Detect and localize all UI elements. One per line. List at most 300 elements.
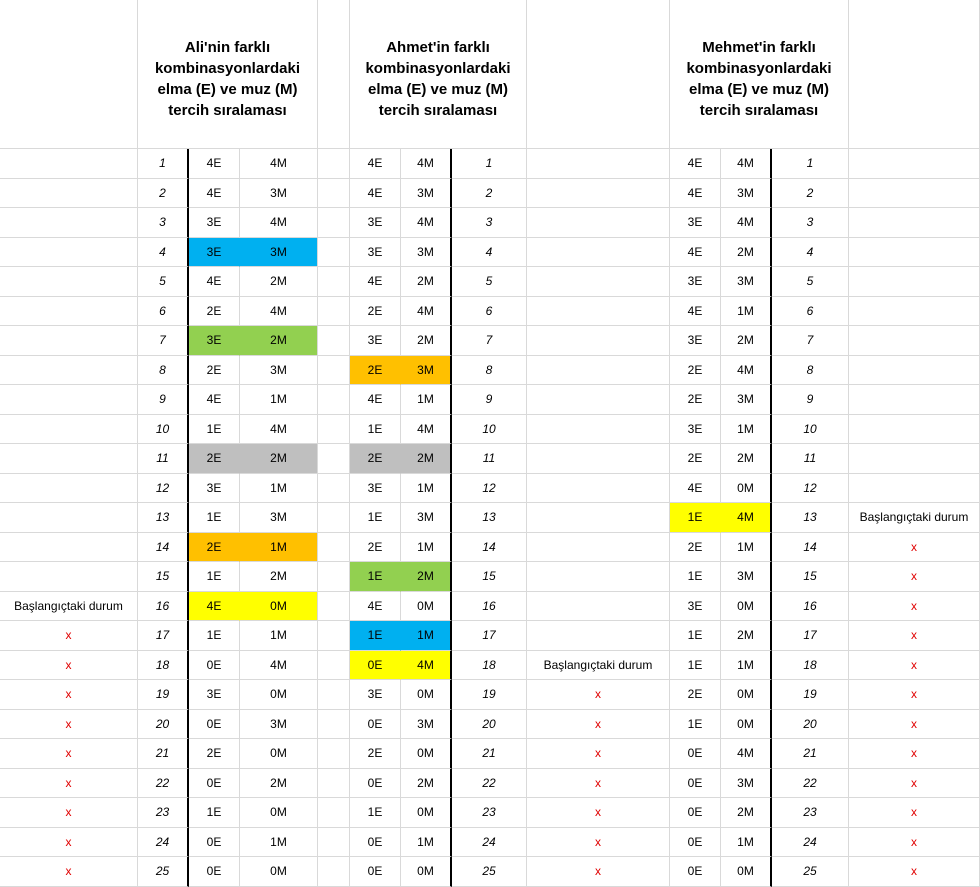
- ahmet-excluded-mark: x: [527, 739, 670, 769]
- ahmet-rank: 15: [452, 562, 527, 592]
- ali-status-cell: [0, 267, 138, 297]
- ali-status-cell: [0, 356, 138, 386]
- ahmet-rank: 23: [452, 798, 527, 828]
- ahmet-banana-count: 4M: [401, 651, 452, 681]
- ahmet-banana-count: 1M: [401, 828, 452, 858]
- ali-banana-count: 3M: [240, 503, 318, 533]
- ahmet-status-cell: [527, 562, 670, 592]
- ali-apple-count: 3E: [189, 326, 240, 356]
- mehmet-title: Mehmet'in farklı kombinasyonlardaki elma (E) ve muz (M) tercih sıralaması: [670, 0, 849, 149]
- mehmet-banana-count: 3M: [721, 769, 772, 799]
- ahmet-apple-count: 2E: [350, 739, 401, 769]
- mehmet-rank: 22: [772, 769, 849, 799]
- ali-apple-count: 0E: [189, 769, 240, 799]
- ahmet-status-cell: [527, 149, 670, 179]
- mehmet-status-cell: [849, 297, 980, 327]
- ali-banana-count: 2M: [240, 326, 318, 356]
- mehmet-rank: 3: [772, 208, 849, 238]
- mehmet-apple-count: 0E: [670, 798, 721, 828]
- mehmet-banana-count: 1M: [721, 297, 772, 327]
- spacer-cell: [318, 415, 350, 445]
- mehmet-apple-count: 3E: [670, 592, 721, 622]
- mehmet-banana-count: 4M: [721, 739, 772, 769]
- mehmet-status-cell: [849, 208, 980, 238]
- mehmet-rank: 25: [772, 857, 849, 887]
- mehmet-rank: 1: [772, 149, 849, 179]
- mehmet-banana-count: 2M: [721, 238, 772, 268]
- ali-banana-count: 3M: [240, 179, 318, 209]
- ali-status-cell: [0, 474, 138, 504]
- ahmet-rank: 6: [452, 297, 527, 327]
- ahmet-excluded-mark: x: [527, 828, 670, 858]
- mehmet-banana-count: 2M: [721, 621, 772, 651]
- spacer-cell: [318, 238, 350, 268]
- ahmet-rank: 14: [452, 533, 527, 563]
- mehmet-apple-count: 0E: [670, 769, 721, 799]
- ahmet-banana-count: 4M: [401, 149, 452, 179]
- ahmet-status-cell: [527, 326, 670, 356]
- ahmet-rank: 10: [452, 415, 527, 445]
- ali-apple-count: 2E: [189, 533, 240, 563]
- ahmet-banana-count: 2M: [401, 562, 452, 592]
- mehmet-excluded-mark: x: [849, 680, 980, 710]
- mehmet-banana-count: 0M: [721, 680, 772, 710]
- ali-excluded-mark: x: [0, 651, 138, 681]
- mehmet-rank: 5: [772, 267, 849, 297]
- mehmet-apple-count: 3E: [670, 415, 721, 445]
- ali-rank: 4: [138, 238, 189, 268]
- mehmet-apple-count: 2E: [670, 533, 721, 563]
- ali-status-cell: [0, 444, 138, 474]
- mehmet-status-cell: [849, 356, 980, 386]
- ahmet-apple-count: 4E: [350, 385, 401, 415]
- mehmet-banana-count: 4M: [721, 356, 772, 386]
- ali-banana-count: 1M: [240, 385, 318, 415]
- mehmet-start-label: Başlangıçtaki durum: [849, 503, 980, 533]
- ali-rank: 25: [138, 857, 189, 887]
- ali-rank: 14: [138, 533, 189, 563]
- mehmet-excluded-mark: x: [849, 739, 980, 769]
- ali-rank: 18: [138, 651, 189, 681]
- mehmet-status-cell: [849, 149, 980, 179]
- spacer-cell: [318, 651, 350, 681]
- ali-apple-count: 1E: [189, 415, 240, 445]
- mehmet-status-cell: [849, 326, 980, 356]
- ali-rank: 22: [138, 769, 189, 799]
- ali-banana-count: 3M: [240, 356, 318, 386]
- spacer-cell: [318, 828, 350, 858]
- ali-rank: 6: [138, 297, 189, 327]
- ahmet-rank: 1: [452, 149, 527, 179]
- ali-rank: 3: [138, 208, 189, 238]
- ali-banana-count: 1M: [240, 621, 318, 651]
- ali-apple-count: 4E: [189, 385, 240, 415]
- ahmet-banana-count: 2M: [401, 267, 452, 297]
- ahmet-apple-count: 2E: [350, 297, 401, 327]
- ahmet-apple-count: 1E: [350, 415, 401, 445]
- mehmet-excluded-mark: x: [849, 533, 980, 563]
- mehmet-banana-count: 1M: [721, 415, 772, 445]
- mehmet-rank: 23: [772, 798, 849, 828]
- mehmet-rank: 13: [772, 503, 849, 533]
- ahmet-apple-count: 3E: [350, 474, 401, 504]
- ali-excluded-mark: x: [0, 710, 138, 740]
- ahmet-excluded-mark: x: [527, 769, 670, 799]
- ali-status-cell: [0, 238, 138, 268]
- mehmet-banana-count: 1M: [721, 651, 772, 681]
- ali-rank: 10: [138, 415, 189, 445]
- mehmet-rank: 17: [772, 621, 849, 651]
- ahmet-rank: 24: [452, 828, 527, 858]
- ahmet-apple-count: 4E: [350, 267, 401, 297]
- ali-apple-count: 2E: [189, 739, 240, 769]
- ali-banana-count: 0M: [240, 739, 318, 769]
- ali-rank: 12: [138, 474, 189, 504]
- ali-rank: 9: [138, 385, 189, 415]
- mehmet-rank: 15: [772, 562, 849, 592]
- ahmet-status-cell: [527, 208, 670, 238]
- mehmet-excluded-mark: x: [849, 769, 980, 799]
- mehmet-apple-count: 4E: [670, 238, 721, 268]
- spacer-cell: [318, 680, 350, 710]
- ali-apple-count: 4E: [189, 179, 240, 209]
- ahmet-status-cell: [527, 356, 670, 386]
- ali-banana-count: 4M: [240, 297, 318, 327]
- ali-apple-count: 3E: [189, 238, 240, 268]
- mehmet-apple-count: 4E: [670, 179, 721, 209]
- spacer-cell: [318, 769, 350, 799]
- ali-status-cell: [0, 415, 138, 445]
- mehmet-apple-count: 2E: [670, 680, 721, 710]
- ali-status-cell: [0, 533, 138, 563]
- mehmet-banana-count: 1M: [721, 828, 772, 858]
- ali-apple-count: 3E: [189, 474, 240, 504]
- ahmet-apple-count: 0E: [350, 651, 401, 681]
- ahmet-apple-count: 2E: [350, 533, 401, 563]
- spacer-cell: [318, 533, 350, 563]
- ali-apple-count: 1E: [189, 562, 240, 592]
- ali-banana-count: 2M: [240, 562, 318, 592]
- ali-status-cell: [0, 208, 138, 238]
- mehmet-apple-count: 1E: [670, 651, 721, 681]
- mehmet-banana-count: 0M: [721, 474, 772, 504]
- ali-banana-count: 0M: [240, 798, 318, 828]
- spacer-cell: [318, 179, 350, 209]
- mehmet-rank: 16: [772, 592, 849, 622]
- ali-banana-count: 1M: [240, 533, 318, 563]
- ali-banana-count: 1M: [240, 474, 318, 504]
- ali-status-cell: [0, 385, 138, 415]
- mehmet-banana-count: 2M: [721, 798, 772, 828]
- ahmet-rank: 19: [452, 680, 527, 710]
- spacer-cell: [318, 798, 350, 828]
- mehmet-excluded-mark: x: [849, 562, 980, 592]
- mehmet-rank: 24: [772, 828, 849, 858]
- spacer-cell: [318, 739, 350, 769]
- ahmet-banana-count: 0M: [401, 680, 452, 710]
- mehmet-apple-count: 2E: [670, 356, 721, 386]
- ahmet-banana-count: 1M: [401, 474, 452, 504]
- mehmet-apple-count: 4E: [670, 297, 721, 327]
- ahmet-banana-count: 3M: [401, 503, 452, 533]
- ahmet-excluded-mark: x: [527, 680, 670, 710]
- ahmet-rank: 22: [452, 769, 527, 799]
- spacer-cell: [318, 267, 350, 297]
- ali-apple-count: 2E: [189, 297, 240, 327]
- mehmet-banana-count: 4M: [721, 208, 772, 238]
- ali-status-cell: [0, 179, 138, 209]
- ahmet-banana-count: 3M: [401, 238, 452, 268]
- ahmet-rank: 8: [452, 356, 527, 386]
- mehmet-banana-count: 0M: [721, 857, 772, 887]
- mehmet-status-cell: [849, 385, 980, 415]
- mehmet-rank: 18: [772, 651, 849, 681]
- ali-banana-count: 4M: [240, 415, 318, 445]
- ali-banana-count: 4M: [240, 651, 318, 681]
- ahmet-apple-count: 0E: [350, 828, 401, 858]
- spacer-cell: [318, 710, 350, 740]
- spacer-cell: [318, 297, 350, 327]
- ali-apple-count: 1E: [189, 503, 240, 533]
- ali-excluded-mark: x: [0, 769, 138, 799]
- mehmet-rank: 9: [772, 385, 849, 415]
- ahmet-banana-count: 4M: [401, 208, 452, 238]
- ali-rank: 7: [138, 326, 189, 356]
- ahmet-rank: 20: [452, 710, 527, 740]
- ali-status-cell: [0, 503, 138, 533]
- mehmet-banana-count: 0M: [721, 710, 772, 740]
- ali-rank: 23: [138, 798, 189, 828]
- ali-banana-count: 0M: [240, 680, 318, 710]
- mehmet-apple-count: 0E: [670, 739, 721, 769]
- mehmet-apple-count: 2E: [670, 444, 721, 474]
- mehmet-apple-count: 1E: [670, 562, 721, 592]
- ali-apple-count: 0E: [189, 828, 240, 858]
- ali-apple-count: 3E: [189, 680, 240, 710]
- ahmet-rank: 4: [452, 238, 527, 268]
- mehmet-rank: 21: [772, 739, 849, 769]
- ali-banana-count: 0M: [240, 592, 318, 622]
- ahmet-rank: 18: [452, 651, 527, 681]
- ali-apple-count: 2E: [189, 356, 240, 386]
- header-empty-cell: [318, 0, 350, 149]
- mehmet-status-cell: [849, 179, 980, 209]
- mehmet-excluded-mark: x: [849, 651, 980, 681]
- mehmet-banana-count: 3M: [721, 267, 772, 297]
- ahmet-rank: 9: [452, 385, 527, 415]
- spacer-cell: [318, 208, 350, 238]
- ahmet-title: Ahmet'in farklı kombinasyonlardaki elma (E) ve muz (M) tercih sıralaması: [350, 0, 527, 149]
- ali-rank: 17: [138, 621, 189, 651]
- spacer-cell: [318, 474, 350, 504]
- mehmet-banana-count: 2M: [721, 444, 772, 474]
- ahmet-rank: 2: [452, 179, 527, 209]
- header-empty-cell: [527, 0, 670, 149]
- mehmet-apple-count: 2E: [670, 385, 721, 415]
- ali-banana-count: 2M: [240, 444, 318, 474]
- ahmet-excluded-mark: x: [527, 798, 670, 828]
- ali-banana-count: 2M: [240, 769, 318, 799]
- ahmet-rank: 17: [452, 621, 527, 651]
- spacer-cell: [318, 326, 350, 356]
- mehmet-apple-count: 0E: [670, 857, 721, 887]
- ahmet-banana-count: 0M: [401, 739, 452, 769]
- mehmet-banana-count: 3M: [721, 179, 772, 209]
- ahmet-banana-count: 0M: [401, 798, 452, 828]
- ahmet-banana-count: 1M: [401, 385, 452, 415]
- ahmet-rank: 13: [452, 503, 527, 533]
- ali-status-cell: [0, 562, 138, 592]
- mehmet-apple-count: 1E: [670, 621, 721, 651]
- ahmet-status-cell: [527, 533, 670, 563]
- mehmet-apple-count: 3E: [670, 208, 721, 238]
- mehmet-rank: 14: [772, 533, 849, 563]
- mehmet-rank: 2: [772, 179, 849, 209]
- ali-rank: 2: [138, 179, 189, 209]
- ali-apple-count: 3E: [189, 208, 240, 238]
- ahmet-rank: 21: [452, 739, 527, 769]
- ahmet-rank: 5: [452, 267, 527, 297]
- ahmet-rank: 16: [452, 592, 527, 622]
- spacer-cell: [318, 562, 350, 592]
- ali-excluded-mark: x: [0, 828, 138, 858]
- mehmet-excluded-mark: x: [849, 828, 980, 858]
- ali-rank: 5: [138, 267, 189, 297]
- ali-apple-count: 0E: [189, 857, 240, 887]
- mehmet-banana-count: 1M: [721, 533, 772, 563]
- mehmet-rank: 11: [772, 444, 849, 474]
- mehmet-excluded-mark: x: [849, 798, 980, 828]
- ahmet-status-cell: [527, 238, 670, 268]
- ahmet-status-cell: [527, 444, 670, 474]
- mehmet-apple-count: 4E: [670, 149, 721, 179]
- ahmet-apple-count: 3E: [350, 208, 401, 238]
- ali-apple-count: 1E: [189, 798, 240, 828]
- ali-rank: 20: [138, 710, 189, 740]
- mehmet-status-cell: [849, 267, 980, 297]
- ali-banana-count: 4M: [240, 149, 318, 179]
- ali-rank: 19: [138, 680, 189, 710]
- mehmet-banana-count: 4M: [721, 503, 772, 533]
- spacer-cell: [318, 444, 350, 474]
- ahmet-excluded-mark: x: [527, 710, 670, 740]
- ahmet-banana-count: 1M: [401, 533, 452, 563]
- ahmet-apple-count: 0E: [350, 857, 401, 887]
- ali-status-cell: [0, 297, 138, 327]
- ahmet-apple-count: 2E: [350, 356, 401, 386]
- ali-banana-count: 3M: [240, 710, 318, 740]
- mehmet-banana-count: 0M: [721, 592, 772, 622]
- mehmet-banana-count: 3M: [721, 385, 772, 415]
- ahmet-rank: 11: [452, 444, 527, 474]
- ali-apple-count: 4E: [189, 267, 240, 297]
- mehmet-status-cell: [849, 444, 980, 474]
- mehmet-status-cell: [849, 415, 980, 445]
- mehmet-apple-count: 3E: [670, 326, 721, 356]
- ahmet-status-cell: [527, 503, 670, 533]
- ali-excluded-mark: x: [0, 798, 138, 828]
- ahmet-banana-count: 2M: [401, 769, 452, 799]
- ali-status-cell: [0, 149, 138, 179]
- ahmet-apple-count: 1E: [350, 621, 401, 651]
- mehmet-rank: 7: [772, 326, 849, 356]
- ali-rank: 1: [138, 149, 189, 179]
- ahmet-rank: 3: [452, 208, 527, 238]
- ahmet-banana-count: 3M: [401, 710, 452, 740]
- ahmet-banana-count: 0M: [401, 592, 452, 622]
- ali-excluded-mark: x: [0, 857, 138, 887]
- ahmet-apple-count: 1E: [350, 503, 401, 533]
- ahmet-status-cell: [527, 621, 670, 651]
- ahmet-apple-count: 1E: [350, 798, 401, 828]
- ahmet-status-cell: [527, 415, 670, 445]
- ahmet-rank: 25: [452, 857, 527, 887]
- ali-apple-count: 2E: [189, 444, 240, 474]
- ali-rank: 21: [138, 739, 189, 769]
- ali-excluded-mark: x: [0, 680, 138, 710]
- spacer-cell: [318, 385, 350, 415]
- mehmet-rank: 6: [772, 297, 849, 327]
- mehmet-rank: 8: [772, 356, 849, 386]
- ahmet-status-cell: [527, 474, 670, 504]
- ali-title: Ali'nin farklı kombinasyonlardaki elma (E) ve muz (M) tercih sıralaması: [138, 0, 318, 149]
- mehmet-rank: 20: [772, 710, 849, 740]
- ahmet-apple-count: 3E: [350, 238, 401, 268]
- ali-apple-count: 0E: [189, 651, 240, 681]
- spacer-cell: [318, 503, 350, 533]
- ahmet-status-cell: [527, 297, 670, 327]
- ali-banana-count: 2M: [240, 267, 318, 297]
- ahmet-banana-count: 1M: [401, 621, 452, 651]
- ahmet-rank: 12: [452, 474, 527, 504]
- ahmet-status-cell: [527, 267, 670, 297]
- header-empty-cell: [849, 0, 980, 149]
- ali-excluded-mark: x: [0, 621, 138, 651]
- ahmet-banana-count: 3M: [401, 179, 452, 209]
- ahmet-start-label: Başlangıçtaki durum: [527, 651, 670, 681]
- ahmet-apple-count: 4E: [350, 149, 401, 179]
- ahmet-status-cell: [527, 179, 670, 209]
- ali-banana-count: 4M: [240, 208, 318, 238]
- ali-rank: 11: [138, 444, 189, 474]
- ali-excluded-mark: x: [0, 739, 138, 769]
- mehmet-excluded-mark: x: [849, 592, 980, 622]
- ali-banana-count: 1M: [240, 828, 318, 858]
- mehmet-apple-count: 3E: [670, 267, 721, 297]
- ali-apple-count: 0E: [189, 710, 240, 740]
- mehmet-excluded-mark: x: [849, 857, 980, 887]
- ali-apple-count: 4E: [189, 592, 240, 622]
- mehmet-apple-count: 0E: [670, 828, 721, 858]
- mehmet-apple-count: 1E: [670, 710, 721, 740]
- ali-start-label: Başlangıçtaki durum: [0, 592, 138, 622]
- ahmet-apple-count: 1E: [350, 562, 401, 592]
- ahmet-apple-count: 3E: [350, 680, 401, 710]
- spacer-cell: [318, 592, 350, 622]
- mehmet-excluded-mark: x: [849, 710, 980, 740]
- ahmet-apple-count: 2E: [350, 444, 401, 474]
- ali-rank: 8: [138, 356, 189, 386]
- ali-apple-count: 1E: [189, 621, 240, 651]
- ali-banana-count: 0M: [240, 857, 318, 887]
- mehmet-excluded-mark: x: [849, 621, 980, 651]
- header-empty-cell: [0, 0, 138, 149]
- ahmet-banana-count: 4M: [401, 297, 452, 327]
- ahmet-apple-count: 4E: [350, 592, 401, 622]
- spacer-cell: [318, 356, 350, 386]
- mehmet-status-cell: [849, 238, 980, 268]
- ahmet-banana-count: 2M: [401, 326, 452, 356]
